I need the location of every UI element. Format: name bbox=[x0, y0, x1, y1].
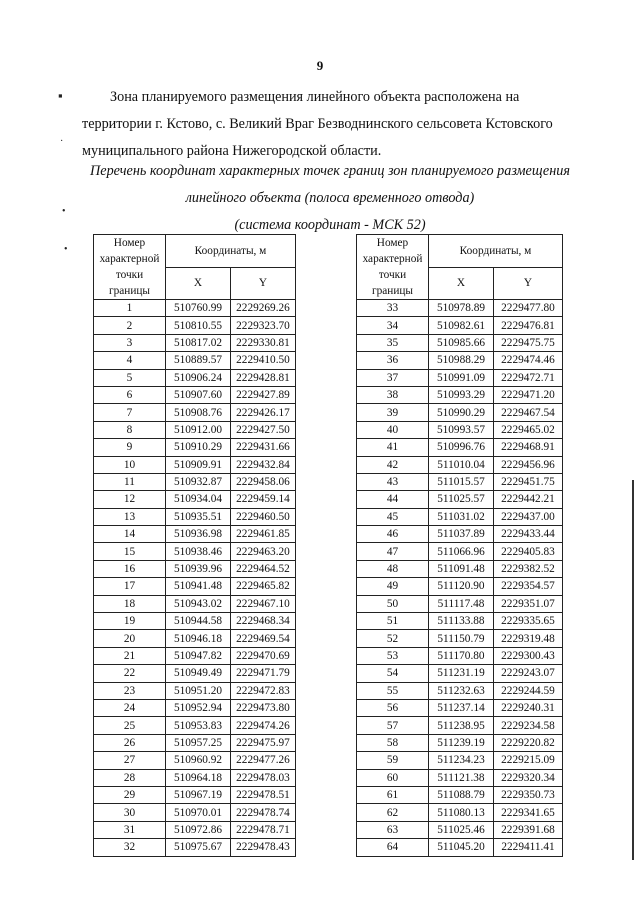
point-number: 7 bbox=[94, 404, 166, 421]
point-number: 45 bbox=[357, 508, 429, 525]
y-coordinate: 2229478.03 bbox=[231, 769, 296, 786]
y-coordinate: 2229476.81 bbox=[494, 317, 563, 334]
table-row bbox=[357, 665, 563, 682]
point-number: 46 bbox=[357, 526, 429, 543]
point-number: 27 bbox=[94, 752, 166, 769]
table-row bbox=[357, 508, 563, 525]
x-coordinate: 510934.04 bbox=[166, 491, 231, 508]
x-coordinate: 511238.95 bbox=[429, 717, 494, 734]
point-number: 13 bbox=[94, 508, 166, 525]
y-coordinate: 2229215.09 bbox=[494, 752, 563, 769]
x-coordinate: 511231.19 bbox=[429, 665, 494, 682]
y-coordinate: 2229478.71 bbox=[231, 821, 296, 838]
point-number: 58 bbox=[357, 734, 429, 751]
point-number: 34 bbox=[357, 317, 429, 334]
x-coordinate: 510906.24 bbox=[166, 369, 231, 386]
y-coordinate: 2229468.34 bbox=[231, 613, 296, 630]
y-coordinate: 2229382.52 bbox=[494, 560, 563, 577]
y-coordinate: 2229320.34 bbox=[494, 769, 563, 786]
intro-line-2: территории г. Кстово, с. Великий Враг Безводнинского сельсовета Кстовского bbox=[82, 116, 553, 132]
table-row bbox=[94, 769, 296, 786]
x-coordinate: 510908.76 bbox=[166, 404, 231, 421]
x-coordinate: 510964.18 bbox=[166, 769, 231, 786]
table-row bbox=[94, 317, 296, 334]
table-row bbox=[357, 752, 563, 769]
table-row bbox=[94, 630, 296, 647]
x-coordinate: 510957.25 bbox=[166, 734, 231, 751]
y-coordinate: 2229478.51 bbox=[231, 786, 296, 803]
point-number: 31 bbox=[94, 821, 166, 838]
y-coordinate: 2229350.73 bbox=[494, 786, 563, 803]
x-coordinate: 511232.63 bbox=[429, 682, 494, 699]
x-coordinate: 510953.83 bbox=[166, 717, 231, 734]
point-number: 1 bbox=[94, 300, 166, 317]
y-coordinate: 2229469.54 bbox=[231, 630, 296, 647]
table-row bbox=[94, 421, 296, 438]
y-coordinate: 2229474.46 bbox=[494, 352, 563, 369]
x-coordinate: 511120.90 bbox=[429, 578, 494, 595]
x-coordinate: 510975.67 bbox=[166, 839, 231, 856]
header-number: Номер характерной точки границы bbox=[94, 235, 166, 300]
header-y: Y bbox=[494, 267, 563, 300]
table-row bbox=[357, 630, 563, 647]
point-number: 28 bbox=[94, 769, 166, 786]
x-coordinate: 511088.79 bbox=[429, 786, 494, 803]
point-number: 40 bbox=[357, 421, 429, 438]
table-row bbox=[94, 334, 296, 351]
point-number: 52 bbox=[357, 630, 429, 647]
y-coordinate: 2229426.17 bbox=[231, 404, 296, 421]
table-row bbox=[94, 595, 296, 612]
header-coords: Координаты, м bbox=[166, 235, 296, 268]
x-coordinate: 510912.00 bbox=[166, 421, 231, 438]
table-row bbox=[94, 804, 296, 821]
x-coordinate: 510988.29 bbox=[429, 352, 494, 369]
y-coordinate: 2229477.80 bbox=[494, 300, 563, 317]
point-number: 35 bbox=[357, 334, 429, 351]
x-coordinate: 511234.23 bbox=[429, 752, 494, 769]
y-coordinate: 2229437.00 bbox=[494, 508, 563, 525]
table-row bbox=[94, 508, 296, 525]
table-row bbox=[94, 543, 296, 560]
x-coordinate: 510810.55 bbox=[166, 317, 231, 334]
table-row bbox=[357, 839, 563, 856]
y-coordinate: 2229465.02 bbox=[494, 421, 563, 438]
y-coordinate: 2229467.10 bbox=[231, 595, 296, 612]
caption-line-2: линейного объекта (полоса временного отвода) bbox=[185, 190, 475, 206]
y-coordinate: 2229244.59 bbox=[494, 682, 563, 699]
table-row bbox=[357, 404, 563, 421]
y-coordinate: 2229468.91 bbox=[494, 439, 563, 456]
table-row bbox=[357, 317, 563, 334]
x-coordinate: 511237.14 bbox=[429, 699, 494, 716]
x-coordinate: 511015.57 bbox=[429, 473, 494, 490]
table-row bbox=[94, 665, 296, 682]
x-coordinate: 511080.13 bbox=[429, 804, 494, 821]
x-coordinate: 510932.87 bbox=[166, 473, 231, 490]
y-coordinate: 2229432.84 bbox=[231, 456, 296, 473]
point-number: 55 bbox=[357, 682, 429, 699]
y-coordinate: 2229477.26 bbox=[231, 752, 296, 769]
y-coordinate: 2229428.81 bbox=[231, 369, 296, 386]
table-row bbox=[94, 839, 296, 856]
header-number: Номер характерной точки границы bbox=[357, 235, 429, 300]
x-coordinate: 510943.02 bbox=[166, 595, 231, 612]
table-row bbox=[357, 543, 563, 560]
caption-line-3: (система координат - МСК 52) bbox=[234, 217, 426, 233]
point-number: 61 bbox=[357, 786, 429, 803]
table-row bbox=[357, 717, 563, 734]
y-coordinate: 2229467.54 bbox=[494, 404, 563, 421]
point-number: 36 bbox=[357, 352, 429, 369]
y-coordinate: 2229323.70 bbox=[231, 317, 296, 334]
x-coordinate: 511117.48 bbox=[429, 595, 494, 612]
x-coordinate: 511031.02 bbox=[429, 508, 494, 525]
y-coordinate: 2229341.65 bbox=[494, 804, 563, 821]
table-row bbox=[357, 804, 563, 821]
point-number: 19 bbox=[94, 613, 166, 630]
x-coordinate: 510909.91 bbox=[166, 456, 231, 473]
header-x: X bbox=[166, 267, 231, 300]
point-number: 59 bbox=[357, 752, 429, 769]
table-row bbox=[357, 786, 563, 803]
table-row bbox=[94, 439, 296, 456]
y-coordinate: 2229220.82 bbox=[494, 734, 563, 751]
x-coordinate: 511010.04 bbox=[429, 456, 494, 473]
point-number: 25 bbox=[94, 717, 166, 734]
table-row bbox=[94, 647, 296, 664]
table-row bbox=[94, 386, 296, 403]
y-coordinate: 2229431.66 bbox=[231, 439, 296, 456]
y-coordinate: 2229465.82 bbox=[231, 578, 296, 595]
margin-mark: • bbox=[64, 244, 68, 255]
point-number: 15 bbox=[94, 543, 166, 560]
point-number: 8 bbox=[94, 421, 166, 438]
table-row bbox=[357, 647, 563, 664]
point-number: 4 bbox=[94, 352, 166, 369]
x-coordinate: 510952.94 bbox=[166, 699, 231, 716]
x-coordinate: 511170.80 bbox=[429, 647, 494, 664]
x-coordinate: 510889.57 bbox=[166, 352, 231, 369]
table-row bbox=[357, 369, 563, 386]
table-row bbox=[357, 682, 563, 699]
y-coordinate: 2229474.26 bbox=[231, 717, 296, 734]
point-number: 54 bbox=[357, 665, 429, 682]
header-coords: Координаты, м bbox=[429, 235, 563, 268]
x-coordinate: 510978.89 bbox=[429, 300, 494, 317]
y-coordinate: 2229391.68 bbox=[494, 821, 563, 838]
x-coordinate: 510907.60 bbox=[166, 386, 231, 403]
table-row bbox=[94, 821, 296, 838]
table-row bbox=[94, 786, 296, 803]
table-row bbox=[94, 578, 296, 595]
y-coordinate: 2229410.50 bbox=[231, 352, 296, 369]
table-row bbox=[94, 734, 296, 751]
y-coordinate: 2229456.96 bbox=[494, 456, 563, 473]
intro-paragraph bbox=[82, 84, 582, 165]
point-number: 23 bbox=[94, 682, 166, 699]
table-row bbox=[357, 699, 563, 716]
point-number: 32 bbox=[94, 839, 166, 856]
coords-table-right bbox=[356, 234, 563, 857]
table-row bbox=[94, 404, 296, 421]
point-number: 42 bbox=[357, 456, 429, 473]
table-row bbox=[357, 526, 563, 543]
x-coordinate: 511037.89 bbox=[429, 526, 494, 543]
y-coordinate: 2229351.07 bbox=[494, 595, 563, 612]
y-coordinate: 2229471.20 bbox=[494, 386, 563, 403]
point-number: 18 bbox=[94, 595, 166, 612]
page-number: 9 bbox=[316, 58, 324, 73]
x-coordinate: 510967.19 bbox=[166, 786, 231, 803]
y-coordinate: 2229461.85 bbox=[231, 526, 296, 543]
table-row bbox=[357, 473, 563, 490]
table-row bbox=[357, 491, 563, 508]
point-number: 20 bbox=[94, 630, 166, 647]
x-coordinate: 510985.66 bbox=[429, 334, 494, 351]
y-coordinate: 2229411.41 bbox=[494, 839, 563, 856]
y-coordinate: 2229472.71 bbox=[494, 369, 563, 386]
y-coordinate: 2229475.97 bbox=[231, 734, 296, 751]
y-coordinate: 2229473.80 bbox=[231, 699, 296, 716]
x-coordinate: 511239.19 bbox=[429, 734, 494, 751]
x-coordinate: 510972.86 bbox=[166, 821, 231, 838]
x-coordinate: 510760.99 bbox=[166, 300, 231, 317]
y-coordinate: 2229405.83 bbox=[494, 543, 563, 560]
table-row bbox=[94, 699, 296, 716]
table-row bbox=[357, 456, 563, 473]
intro-line-3: муниципального района Нижегородской области. bbox=[82, 143, 382, 159]
x-coordinate: 510946.18 bbox=[166, 630, 231, 647]
point-number: 57 bbox=[357, 717, 429, 734]
point-number: 2 bbox=[94, 317, 166, 334]
y-coordinate: 2229460.50 bbox=[231, 508, 296, 525]
point-number: 21 bbox=[94, 647, 166, 664]
table-row bbox=[94, 473, 296, 490]
intro-line-1: Зона планируемого размещения линейного объекта расположена на bbox=[110, 89, 520, 105]
y-coordinate: 2229319.48 bbox=[494, 630, 563, 647]
x-coordinate: 511091.48 bbox=[429, 560, 494, 577]
x-coordinate: 510817.02 bbox=[166, 334, 231, 351]
x-coordinate: 510970.01 bbox=[166, 804, 231, 821]
point-number: 50 bbox=[357, 595, 429, 612]
x-coordinate: 510960.92 bbox=[166, 752, 231, 769]
table-row bbox=[357, 386, 563, 403]
x-coordinate: 510991.09 bbox=[429, 369, 494, 386]
y-coordinate: 2229330.81 bbox=[231, 334, 296, 351]
x-coordinate: 510949.49 bbox=[166, 665, 231, 682]
point-number: 10 bbox=[94, 456, 166, 473]
point-number: 11 bbox=[94, 473, 166, 490]
table-row bbox=[94, 613, 296, 630]
y-coordinate: 2229243.07 bbox=[494, 665, 563, 682]
point-number: 53 bbox=[357, 647, 429, 664]
y-coordinate: 2229234.58 bbox=[494, 717, 563, 734]
y-coordinate: 2229464.52 bbox=[231, 560, 296, 577]
table-row bbox=[94, 560, 296, 577]
y-coordinate: 2229300.43 bbox=[494, 647, 563, 664]
y-coordinate: 2229478.43 bbox=[231, 839, 296, 856]
table-row bbox=[94, 456, 296, 473]
x-coordinate: 510990.29 bbox=[429, 404, 494, 421]
point-number: 63 bbox=[357, 821, 429, 838]
y-coordinate: 2229433.44 bbox=[494, 526, 563, 543]
y-coordinate: 2229475.75 bbox=[494, 334, 563, 351]
x-coordinate: 511121.38 bbox=[429, 769, 494, 786]
x-coordinate: 511045.20 bbox=[429, 839, 494, 856]
point-number: 12 bbox=[94, 491, 166, 508]
point-number: 39 bbox=[357, 404, 429, 421]
x-coordinate: 510936.98 bbox=[166, 526, 231, 543]
table-row bbox=[357, 821, 563, 838]
table-row bbox=[357, 578, 563, 595]
x-coordinate: 510910.29 bbox=[166, 439, 231, 456]
point-number: 26 bbox=[94, 734, 166, 751]
y-coordinate: 2229472.83 bbox=[231, 682, 296, 699]
table-row bbox=[357, 334, 563, 351]
x-coordinate: 511025.46 bbox=[429, 821, 494, 838]
point-number: 33 bbox=[357, 300, 429, 317]
table-row bbox=[94, 717, 296, 734]
point-number: 16 bbox=[94, 560, 166, 577]
margin-mark: · bbox=[60, 136, 64, 147]
x-coordinate: 510993.57 bbox=[429, 421, 494, 438]
header-x: X bbox=[429, 267, 494, 300]
table-row bbox=[357, 769, 563, 786]
x-coordinate: 510993.29 bbox=[429, 386, 494, 403]
x-coordinate: 510944.58 bbox=[166, 613, 231, 630]
y-coordinate: 2229240.31 bbox=[494, 699, 563, 716]
y-coordinate: 2229269.26 bbox=[231, 300, 296, 317]
point-number: 5 bbox=[94, 369, 166, 386]
table-row bbox=[357, 560, 563, 577]
y-coordinate: 2229354.57 bbox=[494, 578, 563, 595]
point-number: 48 bbox=[357, 560, 429, 577]
x-coordinate: 510935.51 bbox=[166, 508, 231, 525]
x-coordinate: 510939.96 bbox=[166, 560, 231, 577]
x-coordinate: 511133.88 bbox=[429, 613, 494, 630]
table-row bbox=[357, 439, 563, 456]
x-coordinate: 510951.20 bbox=[166, 682, 231, 699]
coords-table-left bbox=[93, 234, 296, 857]
x-coordinate: 511150.79 bbox=[429, 630, 494, 647]
point-number: 49 bbox=[357, 578, 429, 595]
point-number: 41 bbox=[357, 439, 429, 456]
y-coordinate: 2229451.75 bbox=[494, 473, 563, 490]
point-number: 51 bbox=[357, 613, 429, 630]
x-coordinate: 510947.82 bbox=[166, 647, 231, 664]
y-coordinate: 2229470.69 bbox=[231, 647, 296, 664]
table-row bbox=[357, 300, 563, 317]
y-coordinate: 2229458.06 bbox=[231, 473, 296, 490]
point-number: 24 bbox=[94, 699, 166, 716]
table-row bbox=[94, 682, 296, 699]
point-number: 9 bbox=[94, 439, 166, 456]
y-coordinate: 2229427.50 bbox=[231, 421, 296, 438]
table-row bbox=[94, 352, 296, 369]
table-row bbox=[357, 734, 563, 751]
y-coordinate: 2229427.89 bbox=[231, 386, 296, 403]
table-row bbox=[94, 752, 296, 769]
table-row bbox=[94, 491, 296, 508]
point-number: 3 bbox=[94, 334, 166, 351]
point-number: 43 bbox=[357, 473, 429, 490]
point-number: 29 bbox=[94, 786, 166, 803]
point-number: 17 bbox=[94, 578, 166, 595]
x-coordinate: 510996.76 bbox=[429, 439, 494, 456]
point-number: 37 bbox=[357, 369, 429, 386]
y-coordinate: 2229442.21 bbox=[494, 491, 563, 508]
table-row bbox=[357, 595, 563, 612]
point-number: 62 bbox=[357, 804, 429, 821]
x-coordinate: 510938.46 bbox=[166, 543, 231, 560]
point-number: 56 bbox=[357, 699, 429, 716]
margin-mark: • bbox=[62, 206, 66, 217]
point-number: 14 bbox=[94, 526, 166, 543]
point-number: 44 bbox=[357, 491, 429, 508]
caption-line-1: Перечень координат характерных точек границ зон планируемого размещения bbox=[90, 163, 570, 179]
point-number: 6 bbox=[94, 386, 166, 403]
x-coordinate: 511025.57 bbox=[429, 491, 494, 508]
table-row bbox=[94, 369, 296, 386]
x-coordinate: 510982.61 bbox=[429, 317, 494, 334]
y-coordinate: 2229335.65 bbox=[494, 613, 563, 630]
table-row bbox=[357, 352, 563, 369]
y-coordinate: 2229463.20 bbox=[231, 543, 296, 560]
point-number: 22 bbox=[94, 665, 166, 682]
page-edge-line bbox=[632, 480, 634, 860]
table-row bbox=[357, 421, 563, 438]
y-coordinate: 2229471.79 bbox=[231, 665, 296, 682]
point-number: 64 bbox=[357, 839, 429, 856]
header-y: Y bbox=[231, 267, 296, 300]
table-row bbox=[94, 300, 296, 317]
point-number: 30 bbox=[94, 804, 166, 821]
table-row bbox=[94, 526, 296, 543]
margin-mark: ▪ bbox=[58, 88, 63, 103]
point-number: 47 bbox=[357, 543, 429, 560]
x-coordinate: 511066.96 bbox=[429, 543, 494, 560]
y-coordinate: 2229459.14 bbox=[231, 491, 296, 508]
table-row bbox=[357, 613, 563, 630]
point-number: 60 bbox=[357, 769, 429, 786]
y-coordinate: 2229478.74 bbox=[231, 804, 296, 821]
point-number: 38 bbox=[357, 386, 429, 403]
x-coordinate: 510941.48 bbox=[166, 578, 231, 595]
